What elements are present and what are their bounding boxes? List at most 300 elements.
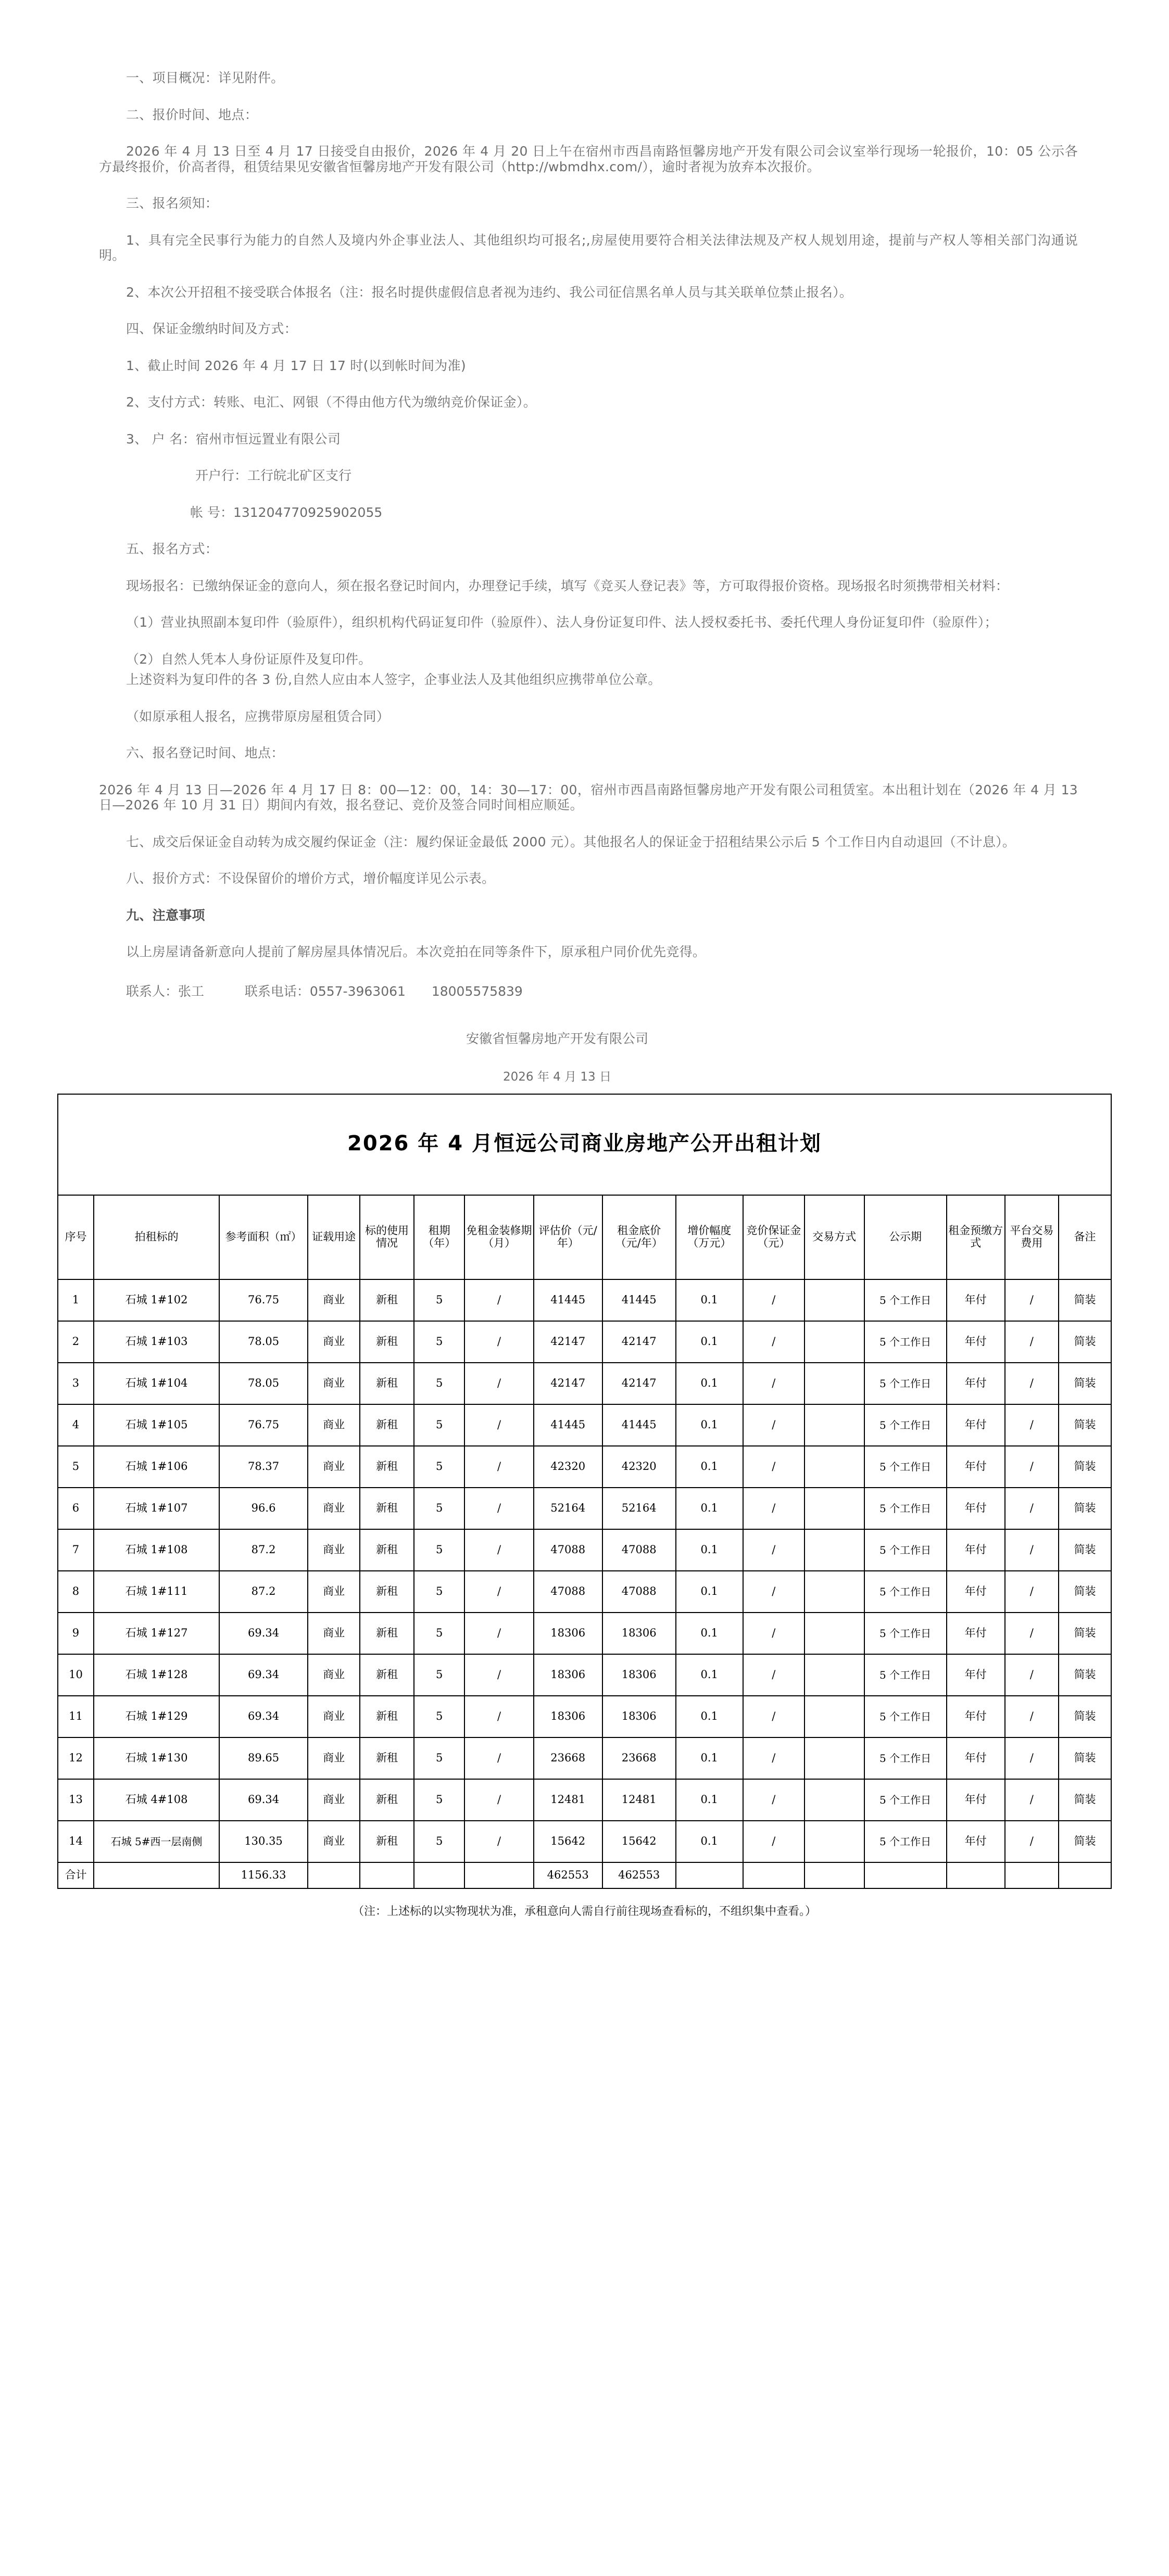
table-total-row: [58, 1862, 1111, 1888]
cell-area: 96.6: [219, 1488, 308, 1529]
cell-area: 69.34: [219, 1613, 308, 1654]
total-cell-status: [360, 1862, 413, 1888]
column-header-status: 标的使用情况: [360, 1195, 413, 1279]
cell-use: 商业: [308, 1279, 360, 1321]
cell-area: 87.2: [219, 1571, 308, 1613]
cell-term: 5: [414, 1821, 465, 1862]
section-paragraph: （如原承租人报名，应携带原房屋租赁合同）: [126, 708, 390, 724]
cell-area: 78.05: [219, 1321, 308, 1363]
cell-public: 5 个工作日: [864, 1654, 947, 1696]
cell-seq: 9: [58, 1613, 94, 1654]
cell-subject: 石城 1#111: [94, 1571, 219, 1613]
cell-trade: [805, 1696, 864, 1737]
total-cell-use: [308, 1862, 360, 1888]
cell-public: 5 个工作日: [864, 1446, 947, 1488]
cell-area: 87.2: [219, 1529, 308, 1571]
cell-seq: 1: [58, 1279, 94, 1321]
cell-public: 5 个工作日: [864, 1613, 947, 1654]
cell-status: 新租: [360, 1529, 413, 1571]
cell-term: 5: [414, 1279, 465, 1321]
cell-free: /: [464, 1571, 533, 1613]
cell-deposit: /: [743, 1279, 805, 1321]
cell-increment: 0.1: [676, 1446, 743, 1488]
cell-status: 新租: [360, 1446, 413, 1488]
cell-free: /: [464, 1363, 533, 1404]
cell-deposit: /: [743, 1404, 805, 1446]
cell-area: 76.75: [219, 1404, 308, 1446]
cell-term: 5: [414, 1779, 465, 1821]
total-cell-free: [464, 1862, 533, 1888]
cell-term: 5: [414, 1571, 465, 1613]
cell-subject: 石城 4#108: [94, 1779, 219, 1821]
cell-fee: /: [1005, 1696, 1059, 1737]
cell-payment: 年付: [947, 1321, 1005, 1363]
table-row: [58, 1571, 1111, 1613]
cell-fee: /: [1005, 1779, 1059, 1821]
section-heading-notice: 九、注意事项: [126, 907, 205, 923]
total-cell-eval: 462553: [534, 1862, 602, 1888]
cell-trade: [805, 1404, 864, 1446]
section-paragraph: 三、报名须知：: [126, 196, 219, 211]
cell-payment: 年付: [947, 1446, 1005, 1488]
cell-eval: 23668: [534, 1737, 602, 1779]
cell-deposit: /: [743, 1321, 805, 1363]
cell-free: /: [464, 1404, 533, 1446]
cell-trade: [805, 1321, 864, 1363]
cell-deposit: /: [743, 1613, 805, 1654]
cell-fee: /: [1005, 1404, 1059, 1446]
cell-base: 41445: [602, 1279, 676, 1321]
cell-free: /: [464, 1279, 533, 1321]
cell-fee: /: [1005, 1529, 1059, 1571]
cell-area: 69.34: [219, 1654, 308, 1696]
cell-payment: 年付: [947, 1737, 1005, 1779]
cell-remark: 简装: [1059, 1737, 1111, 1779]
cell-public: 5 个工作日: [864, 1488, 947, 1529]
column-header-fee: 平台交易费用: [1005, 1195, 1059, 1279]
cell-eval: 41445: [534, 1279, 602, 1321]
column-header-payment: 租金预缴方式: [947, 1195, 1005, 1279]
table-row: [58, 1279, 1111, 1321]
cell-subject: 石城 1#103: [94, 1321, 219, 1363]
cell-eval: 52164: [534, 1488, 602, 1529]
column-header-base: 租金底价 （元/年）: [602, 1195, 676, 1279]
section-paragraph: （2）自然人凭本人身份证原件及复印件。: [126, 651, 372, 667]
total-cell-remark: [1059, 1862, 1111, 1888]
cell-base: 47088: [602, 1571, 676, 1613]
cell-increment: 0.1: [676, 1571, 743, 1613]
cell-subject: 石城 1#104: [94, 1363, 219, 1404]
cell-area: 78.37: [219, 1446, 308, 1488]
cell-term: 5: [414, 1654, 465, 1696]
column-header-eval: 评估价（元/年）: [534, 1195, 602, 1279]
total-cell-increment: [676, 1862, 743, 1888]
cell-status: 新租: [360, 1404, 413, 1446]
cell-status: 新租: [360, 1321, 413, 1363]
cell-fee: /: [1005, 1321, 1059, 1363]
cell-deposit: /: [743, 1571, 805, 1613]
cell-subject: 石城 1#128: [94, 1654, 219, 1696]
table-row: [58, 1363, 1111, 1404]
rental-plan-table: [57, 1094, 1112, 1889]
cell-use: 商业: [308, 1613, 360, 1654]
cell-free: /: [464, 1737, 533, 1779]
cell-seq: 10: [58, 1654, 94, 1696]
cell-trade: [805, 1654, 864, 1696]
cell-eval: 42147: [534, 1363, 602, 1404]
cell-use: 商业: [308, 1321, 360, 1363]
contact-row: [99, 981, 1078, 1000]
cell-increment: 0.1: [676, 1821, 743, 1862]
cell-free: /: [464, 1821, 533, 1862]
cell-increment: 0.1: [676, 1321, 743, 1363]
cell-deposit: /: [743, 1654, 805, 1696]
cell-base: 12481: [602, 1779, 676, 1821]
column-header-increment: 增价幅度（万元）: [676, 1195, 743, 1279]
cell-fee: /: [1005, 1654, 1059, 1696]
cell-fee: /: [1005, 1737, 1059, 1779]
cell-fee: /: [1005, 1613, 1059, 1654]
cell-status: 新租: [360, 1696, 413, 1737]
cell-base: 42147: [602, 1363, 676, 1404]
cell-seq: 11: [58, 1696, 94, 1737]
cell-deposit: /: [743, 1737, 805, 1779]
section-paragraph: 2026 年 4 月 13 日至 4 月 17 日接受自由报价，2026 年 4 月 20 日上午在宿州市西昌南路恒馨房地产开发有限公司会议室举行现场一轮报价，10：05 公示各方最终报价，价高者得，租赁结果见安徽省恒馨房地产开发有限公司（http://wbmdhx.com/），逾时者视为放弃本次报价。: [99, 144, 1078, 174]
cell-free: /: [464, 1696, 533, 1737]
column-header-subject: 拍租标的: [94, 1195, 219, 1279]
cell-status: 新租: [360, 1654, 413, 1696]
section-paragraph: 2、本次公开招租不接受联合体报名（注：报名时提供虚假信息者视为违约、我公司征信黑名单人员与其关联单位禁止报名）。: [126, 284, 853, 300]
total-cell-seq: 合计: [58, 1862, 94, 1888]
cell-eval: 41445: [534, 1404, 602, 1446]
cell-increment: 0.1: [676, 1529, 743, 1571]
cell-term: 5: [414, 1363, 465, 1404]
cell-base: 42147: [602, 1321, 676, 1363]
cell-seq: 14: [58, 1821, 94, 1862]
cell-subject: 石城 1#129: [94, 1696, 219, 1737]
column-header-free: 免租金装修期（月）: [464, 1195, 533, 1279]
cell-seq: 6: [58, 1488, 94, 1529]
section-paragraph: 现场报名：已缴纳保证金的意向人，须在报名登记时间内，办理登记手续，填写《竞买人登记表》等，方可取得报价资格。现场报名时须携带相关材料：: [126, 578, 1009, 593]
cell-area: 76.75: [219, 1279, 308, 1321]
cell-seq: 2: [58, 1321, 94, 1363]
section-paragraph: 2026 年 4 月 13 日—2026 年 4 月 17 日 8：00—12：00，14：30—17：00，宿州市西昌南路恒馨房地产开发有限公司租赁室。本出租计划在（2026 年 4 月 13 日—2026 年 10 月 31 日）期间内有效，报名登记、竞价及签合同时间相应顺延。: [99, 782, 1078, 813]
cell-use: 商业: [308, 1404, 360, 1446]
cell-fee: /: [1005, 1571, 1059, 1613]
cell-status: 新租: [360, 1279, 413, 1321]
cell-increment: 0.1: [676, 1654, 743, 1696]
cell-deposit: /: [743, 1529, 805, 1571]
cell-fee: /: [1005, 1821, 1059, 1862]
cell-term: 5: [414, 1321, 465, 1363]
section-paragraph: 八、报价方式：不设保留价的增价方式，增价幅度详见公示表。: [126, 871, 495, 886]
cell-public: 5 个工作日: [864, 1571, 947, 1613]
cell-eval: 12481: [534, 1779, 602, 1821]
table-note: （注：上述标的以实物现状为准，承租意向人需自行前往现场查看标的，不组织集中查看。）: [352, 1905, 816, 1918]
column-header-deposit: 竞价保证金（元）: [743, 1195, 805, 1279]
table-head: [58, 1094, 1111, 1279]
cell-remark: 简装: [1059, 1529, 1111, 1571]
cell-status: 新租: [360, 1363, 413, 1404]
total-cell-fee: [1005, 1862, 1059, 1888]
cell-fee: /: [1005, 1488, 1059, 1529]
cell-area: 69.34: [219, 1779, 308, 1821]
cell-subject: 石城 1#127: [94, 1613, 219, 1654]
cell-eval: 47088: [534, 1529, 602, 1571]
cell-increment: 0.1: [676, 1279, 743, 1321]
table-row: [58, 1696, 1111, 1737]
document-body: [0, 0, 1169, 1084]
cell-public: 5 个工作日: [864, 1737, 947, 1779]
cell-use: 商业: [308, 1737, 360, 1779]
cell-payment: 年付: [947, 1613, 1005, 1654]
cell-public: 5 个工作日: [864, 1696, 947, 1737]
cell-seq: 8: [58, 1571, 94, 1613]
cell-fee: /: [1005, 1363, 1059, 1404]
cell-payment: 年付: [947, 1404, 1005, 1446]
cell-seq: 13: [58, 1779, 94, 1821]
account-holder-line: 3、 户 名：宿州市恒远置业有限公司: [126, 431, 341, 447]
cell-subject: 石城 1#106: [94, 1446, 219, 1488]
cell-eval: 18306: [534, 1613, 602, 1654]
cell-public: 5 个工作日: [864, 1779, 947, 1821]
column-header-seq: 序号: [58, 1195, 94, 1279]
column-header-term: 租期（年）: [414, 1195, 465, 1279]
cell-public: 5 个工作日: [864, 1321, 947, 1363]
cell-increment: 0.1: [676, 1737, 743, 1779]
cell-base: 23668: [602, 1737, 676, 1779]
table-header-row: [58, 1195, 1111, 1279]
cell-area: 69.34: [219, 1696, 308, 1737]
cell-subject: 石城 1#108: [94, 1529, 219, 1571]
cell-payment: 年付: [947, 1654, 1005, 1696]
column-header-trade: 交易方式: [805, 1195, 864, 1279]
section-paragraph: 七、成交后保证金自动转为成交履约保证金（注：履约保证金最低 2000 元）。其他报名人的保证金于招租结果公示后 5 个工作日内自动退回（不计息）。: [126, 834, 1016, 849]
contact-phone: 联系电话：0557-3963061: [244, 983, 406, 999]
cell-subject: 石城 1#102: [94, 1279, 219, 1321]
cell-subject: 石城 1#107: [94, 1488, 219, 1529]
cell-remark: 简装: [1059, 1404, 1111, 1446]
cell-use: 商业: [308, 1821, 360, 1862]
cell-area: 78.05: [219, 1363, 308, 1404]
total-cell-subject: [94, 1862, 219, 1888]
cell-use: 商业: [308, 1363, 360, 1404]
cell-trade: [805, 1571, 864, 1613]
cell-deposit: /: [743, 1821, 805, 1862]
cell-area: 130.35: [219, 1821, 308, 1862]
cell-trade: [805, 1737, 864, 1779]
section-paragraph: 五、报名方式：: [126, 541, 219, 556]
cell-increment: 0.1: [676, 1613, 743, 1654]
cell-deposit: /: [743, 1363, 805, 1404]
cell-trade: [805, 1529, 864, 1571]
cell-term: 5: [414, 1404, 465, 1446]
cell-status: 新租: [360, 1779, 413, 1821]
table-title-row: [58, 1094, 1111, 1195]
cell-increment: 0.1: [676, 1363, 743, 1404]
cell-status: 新租: [360, 1571, 413, 1613]
section-paragraph: （1）营业执照副本复印件（验原件），组织机构代码证复印件（验原件）、法人身份证复印件、法人授权委托书、委托代理人身份证复印件（验原件）；: [126, 615, 998, 630]
plan-table-container: [0, 1094, 1169, 1919]
cell-increment: 0.1: [676, 1696, 743, 1737]
table-row: [58, 1321, 1111, 1363]
cell-area: 89.65: [219, 1737, 308, 1779]
cell-trade: [805, 1613, 864, 1654]
cell-trade: [805, 1779, 864, 1821]
cell-remark: 简装: [1059, 1779, 1111, 1821]
cell-fee: /: [1005, 1446, 1059, 1488]
table-row: [58, 1737, 1111, 1779]
cell-free: /: [464, 1529, 533, 1571]
section-paragraph: 二、报价时间、地点：: [126, 107, 258, 122]
cell-base: 52164: [602, 1488, 676, 1529]
cell-public: 5 个工作日: [864, 1404, 947, 1446]
cell-subject: 石城 1#105: [94, 1404, 219, 1446]
cell-payment: 年付: [947, 1488, 1005, 1529]
cell-remark: 简装: [1059, 1696, 1111, 1737]
section-paragraph: 一、项目概况：详见附件。: [126, 70, 284, 85]
section-paragraph: 2、支付方式：转账、电汇、网银（不得由他方代为缴纳竞价保证金）。: [126, 395, 537, 410]
section-paragraph: 上述资料为复印件的各 3 份,自然人应由本人签字，企事业法人及其他组织应携带单位公章。: [126, 672, 661, 687]
column-header-area: 参考面积（㎡）: [219, 1195, 308, 1279]
column-header-use: 证载用途: [308, 1195, 360, 1279]
cell-payment: 年付: [947, 1529, 1005, 1571]
table-row: [58, 1654, 1111, 1696]
cell-free: /: [464, 1779, 533, 1821]
cell-deposit: /: [743, 1696, 805, 1737]
cell-status: 新租: [360, 1488, 413, 1529]
cell-term: 5: [414, 1529, 465, 1571]
cell-public: 5 个工作日: [864, 1821, 947, 1862]
cell-subject: 石城 5#西一层南侧: [94, 1821, 219, 1862]
cell-payment: 年付: [947, 1279, 1005, 1321]
table-title: 2026 年 4 月恒远公司商业房地产公开出租计划: [58, 1094, 1111, 1195]
cell-free: /: [464, 1613, 533, 1654]
cell-remark: 简装: [1059, 1613, 1111, 1654]
cell-status: 新租: [360, 1737, 413, 1779]
total-cell-base: 462553: [602, 1862, 676, 1888]
cell-remark: 简装: [1059, 1363, 1111, 1404]
contact-person: 联系人：张工: [126, 983, 205, 999]
cell-status: 新租: [360, 1613, 413, 1654]
cell-eval: 42147: [534, 1321, 602, 1363]
table-row: [58, 1613, 1111, 1654]
cell-deposit: /: [743, 1488, 805, 1529]
cell-base: 18306: [602, 1613, 676, 1654]
cell-subject: 石城 1#130: [94, 1737, 219, 1779]
cell-use: 商业: [308, 1446, 360, 1488]
cell-free: /: [464, 1488, 533, 1529]
cell-status: 新租: [360, 1821, 413, 1862]
cell-remark: 简装: [1059, 1279, 1111, 1321]
total-cell-payment: [947, 1862, 1005, 1888]
total-cell-area: 1156.33: [219, 1862, 308, 1888]
cell-term: 5: [414, 1613, 465, 1654]
cell-remark: 简装: [1059, 1821, 1111, 1862]
account-bank-line: 开户行：工行皖北矿区支行: [195, 468, 352, 483]
cell-term: 5: [414, 1446, 465, 1488]
section-paragraph: 1、截止时间 2026 年 4 月 17 日 17 时(以到帐时间为准): [126, 358, 466, 373]
table-row: [58, 1446, 1111, 1488]
cell-base: 18306: [602, 1654, 676, 1696]
cell-use: 商业: [308, 1571, 360, 1613]
cell-free: /: [464, 1321, 533, 1363]
cell-free: /: [464, 1654, 533, 1696]
cell-use: 商业: [308, 1779, 360, 1821]
account-number-line: 帐 号：131204770925902055: [190, 504, 383, 520]
table-row: [58, 1821, 1111, 1862]
column-header-remark: 备注: [1059, 1195, 1111, 1279]
cell-seq: 5: [58, 1446, 94, 1488]
cell-public: 5 个工作日: [864, 1529, 947, 1571]
cell-deposit: /: [743, 1779, 805, 1821]
cell-payment: 年付: [947, 1779, 1005, 1821]
cell-base: 41445: [602, 1404, 676, 1446]
contact-phone-mobile: 18005575839: [431, 983, 523, 999]
cell-public: 5 个工作日: [864, 1363, 947, 1404]
cell-remark: 简装: [1059, 1446, 1111, 1488]
cell-use: 商业: [308, 1488, 360, 1529]
total-cell-public: [864, 1862, 947, 1888]
cell-seq: 4: [58, 1404, 94, 1446]
cell-increment: 0.1: [676, 1488, 743, 1529]
cell-payment: 年付: [947, 1821, 1005, 1862]
cell-increment: 0.1: [676, 1779, 743, 1821]
cell-trade: [805, 1821, 864, 1862]
cell-remark: 简装: [1059, 1488, 1111, 1529]
section-paragraph: 1、具有完全民事行为能力的自然人及境内外企事业法人、其他组织均可报名;,房屋使用要符合相关法律法规及产权人规划用途，提前与产权人等相关部门沟通说明。: [99, 232, 1078, 263]
cell-payment: 年付: [947, 1363, 1005, 1404]
table-row: [58, 1404, 1111, 1446]
cell-base: 18306: [602, 1696, 676, 1737]
signature-company: 安徽省恒馨房地产开发有限公司: [466, 1031, 648, 1046]
table-row: [58, 1779, 1111, 1821]
cell-base: 15642: [602, 1821, 676, 1862]
cell-base: 47088: [602, 1529, 676, 1571]
total-cell-deposit: [743, 1862, 805, 1888]
cell-use: 商业: [308, 1654, 360, 1696]
cell-trade: [805, 1446, 864, 1488]
cell-seq: 3: [58, 1363, 94, 1404]
cell-trade: [805, 1363, 864, 1404]
total-cell-trade: [805, 1862, 864, 1888]
signature-date: 2026 年 4 月 13 日: [503, 1070, 611, 1084]
cell-remark: 简装: [1059, 1321, 1111, 1363]
cell-eval: 15642: [534, 1821, 602, 1862]
cell-eval: 18306: [534, 1654, 602, 1696]
section-paragraph: 以上房屋请备新意向人提前了解房屋具体情况后。本次竞拍在同等条件下，原承租户同价优先竞得。: [126, 944, 706, 959]
cell-remark: 简装: [1059, 1654, 1111, 1696]
table-row: [58, 1529, 1111, 1571]
cell-fee: /: [1005, 1279, 1059, 1321]
cell-payment: 年付: [947, 1696, 1005, 1737]
column-header-public: 公示期: [864, 1195, 947, 1279]
section-paragraph: 四、保证金缴纳时间及方式：: [126, 321, 297, 336]
cell-term: 5: [414, 1696, 465, 1737]
cell-trade: [805, 1279, 864, 1321]
cell-payment: 年付: [947, 1571, 1005, 1613]
cell-use: 商业: [308, 1529, 360, 1571]
cell-term: 5: [414, 1488, 465, 1529]
cell-seq: 12: [58, 1737, 94, 1779]
cell-deposit: /: [743, 1446, 805, 1488]
cell-public: 5 个工作日: [864, 1279, 947, 1321]
cell-remark: 简装: [1059, 1571, 1111, 1613]
cell-eval: 42320: [534, 1446, 602, 1488]
cell-trade: [805, 1488, 864, 1529]
table-body: [58, 1279, 1111, 1888]
cell-base: 42320: [602, 1446, 676, 1488]
